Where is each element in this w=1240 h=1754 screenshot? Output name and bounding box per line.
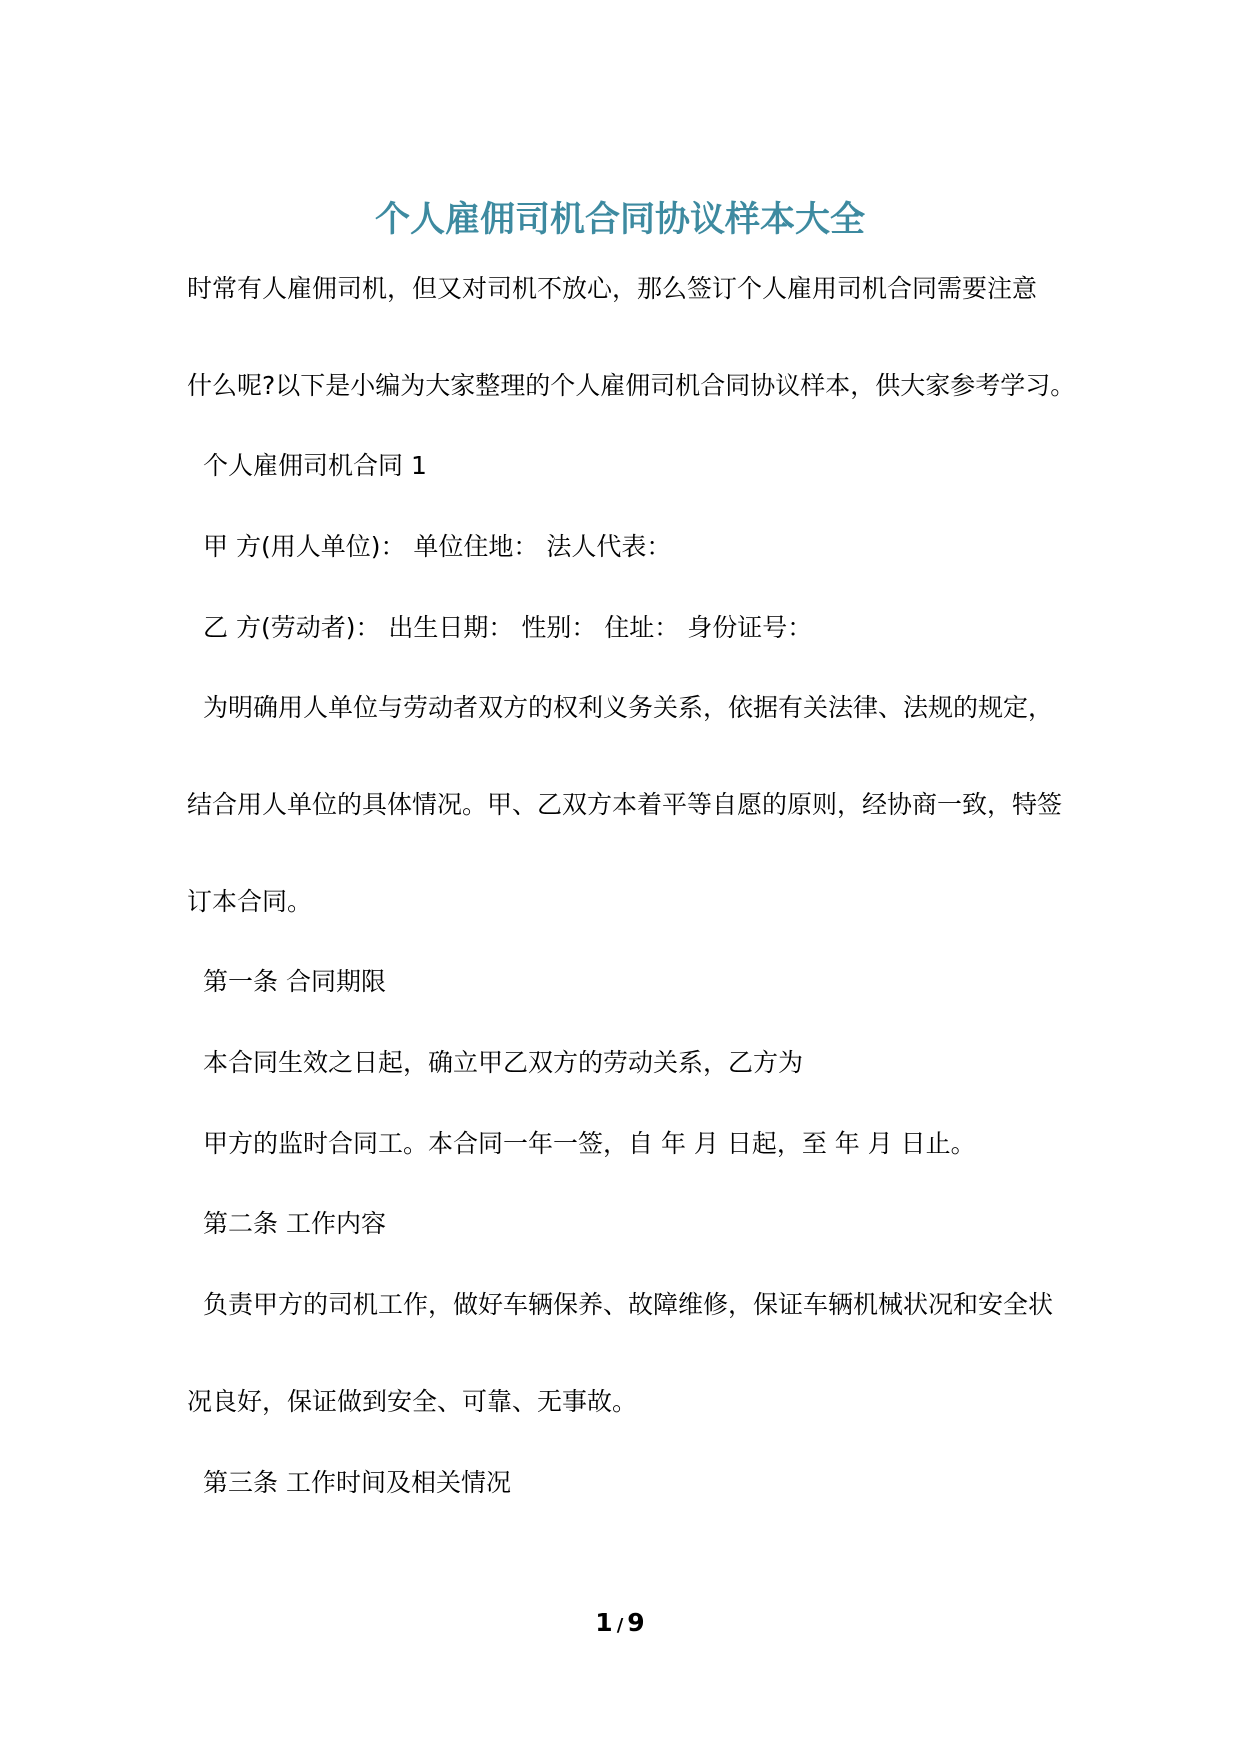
contract-heading: 个人雇佣司机合同 1	[203, 451, 427, 480]
party-a-line: 甲 方(用人单位)： 单位住地： 法人代表：	[203, 532, 672, 561]
paragraph-line: 负责甲方的司机工作，做好车辆保养、故障维修，保证车辆机械状况和安全状	[203, 1290, 1054, 1319]
paragraph-line: 什么呢?以下是小编为大家整理的个人雇佣司机合同协议样本，供大家参考学习。	[187, 371, 1076, 400]
page-number	[0, 1605, 1240, 1644]
paragraph-line: 甲方的监时合同工。本合同一年一签，自 年 月 日起，至 年 月 日止。	[203, 1129, 976, 1158]
article-heading: 第一条 合同期限	[203, 967, 386, 996]
article-heading: 第三条 工作时间及相关情况	[203, 1468, 511, 1497]
paragraph-line: 为明确用人单位与劳动者双方的权利义务关系，依据有关法律、法规的规定，	[203, 693, 1054, 722]
paragraph-line: 结合用人单位的具体情况。甲、乙双方本着平等自愿的原则，经协商一致，特签	[187, 790, 1063, 819]
article-heading: 第二条 工作内容	[203, 1209, 386, 1238]
paragraph-line: 况良好，保证做到安全、可靠、无事故。	[187, 1387, 638, 1416]
paragraph-line: 时常有人雇佣司机，但又对司机不放心，那么签订个人雇用司机合同需要注意	[187, 274, 1038, 303]
paragraph-line: 本合同生效之日起，确立甲乙双方的劳动关系，乙方为	[203, 1048, 804, 1077]
current-page: 1	[595, 1608, 613, 1637]
paragraph-line: 订本合同。	[187, 887, 313, 916]
page-separator: /	[616, 1615, 624, 1636]
total-pages: 9	[627, 1608, 645, 1637]
party-b-line: 乙 方(劳动者)： 出生日期： 性别： 住址： 身份证号：	[203, 613, 813, 642]
document-title: 个人雇佣司机合同协议样本大全	[374, 200, 865, 240]
